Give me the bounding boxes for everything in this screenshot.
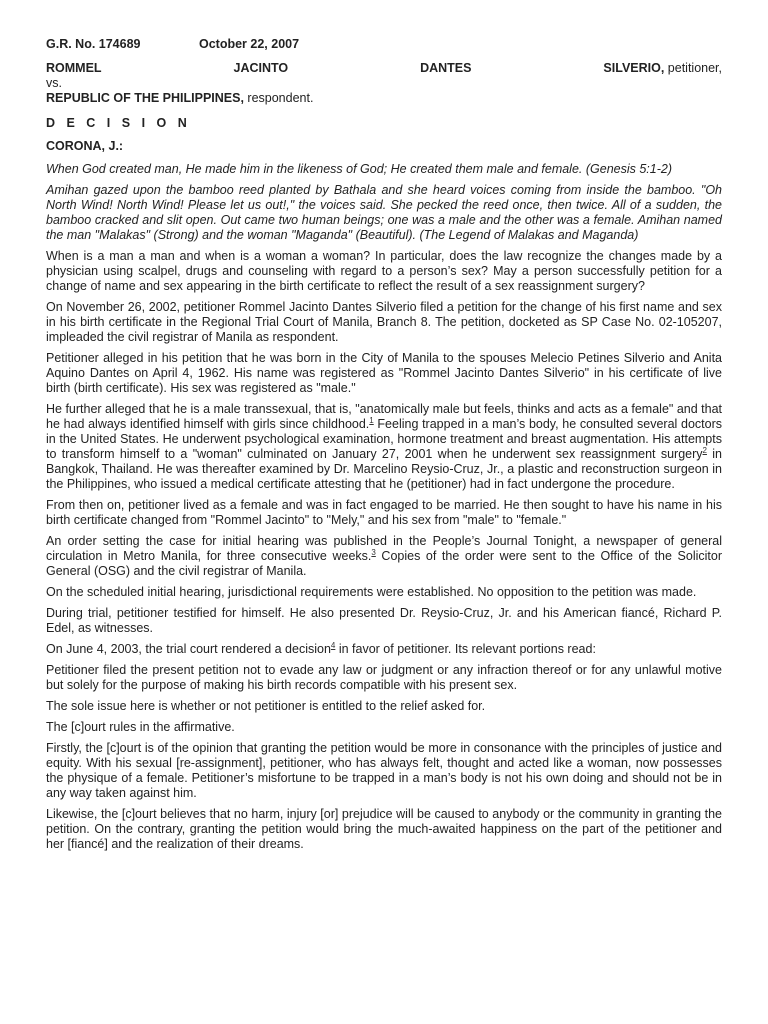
respondent-line bbox=[46, 91, 722, 106]
paragraph-text: Copies of the order were sent to the Office of the Solicitor General (OSG) and the civil registrar of Manila. bbox=[46, 549, 722, 578]
epigraph-legend: Amihan gazed upon the bamboo reed planted by Bathala and she heard voices coming from inside the bamboo. "Oh North Wind! North Wind! Please let us out!," the voices said. She pecked the reed once, then twice. All of a sudden, the bamboo cracked and slit open. Out came two human beings; one was a male and the other was a female. Amihan named the man "Malakas" (Strong) and the woman "Maganda" (Beautiful). (The Legend of Malakas and Maganda) bbox=[46, 183, 722, 242]
ponente: CORONA, J.: bbox=[46, 139, 124, 153]
quoted-paragraph-no-harm: Likewise, the [c]ourt believes that no harm, injury [or] prejudice will be caused to anybody or the community in granting the petition. On the contrary, granting the petition would bring the much-awaited happiness on the part of the petitioner and her [fiancé] and the realization of their dreams. bbox=[46, 807, 722, 851]
quoted-paragraph-justice-equity: Firstly, the [c]ourt is of the opinion that granting the petition would be more in consonance with the principles of justice and equity. With his sexual [re-assignment], petitioner, who has always felt, thought and acted like a woman, now possesses the physique of a female. Petitioner’s misfortune to be trapped in a man’s body is not his own doing and should not be in any way taken against him. bbox=[46, 741, 722, 800]
petitioner-name-part: JACINTO bbox=[233, 61, 289, 75]
paragraph-text: An order setting the case for initial hearing was published in the People’s Journal Tonight, a newspaper of general circulation in Metro Manila, for three consecutive weeks. bbox=[46, 534, 722, 563]
paragraph-text: in favor of petitioner. Its relevant portions read: bbox=[335, 642, 596, 656]
paragraph-publication-order bbox=[46, 534, 722, 579]
petitioner-name-part: ROMMEL bbox=[46, 61, 102, 75]
quoted-paragraph-sole-issue: The sole issue here is whether or not petitioner is entitled to the relief asked for. bbox=[46, 699, 486, 713]
paragraph-text: He further alleged that he is a male transsexual, that is, "anatomically male but feels, thinks and acts as a female" and that he had always identified himself with girls since childhood. bbox=[46, 402, 722, 431]
paragraph-lived-as-female: From then on, petitioner lived as a female and was in fact engaged to be married. He then sought to have his name in his birth certificate changed from "Rommel Jacinto" to "Mely," and his sex from "male" to "female." bbox=[46, 498, 722, 527]
petitioner-line bbox=[46, 61, 722, 76]
paragraph-transsexual-allegation bbox=[46, 402, 722, 492]
petitioner-name-part: SILVERIO, bbox=[603, 61, 665, 75]
case-header bbox=[46, 37, 722, 52]
decision-heading: D E C I S I O N bbox=[46, 116, 191, 130]
respondent-name: REPUBLIC OF THE PHILIPPINES, bbox=[46, 91, 244, 105]
footnote-link-1[interactable]: 1 bbox=[369, 415, 374, 425]
paragraph-trial: During trial, petitioner testified for himself. He also presented Dr. Reysio-Cruz, Jr. and his American fiancé, Richard P. Edel, as witnesses. bbox=[46, 606, 722, 635]
paragraph-initial-hearing: On the scheduled initial hearing, jurisdictional requirements were established. No opposition to the petition was made. bbox=[46, 585, 697, 599]
gr-number: G.R. No. 174689 bbox=[46, 37, 141, 51]
petitioner-name-part: DANTES bbox=[420, 61, 472, 75]
epigraph-genesis: When God created man, He made him in the likeness of God; He created them male and female. (Genesis 5:1-2) bbox=[46, 162, 673, 176]
paragraph-text: On June 4, 2003, the trial court rendered a decision bbox=[46, 642, 331, 656]
paragraph-text: in Bangkok, Thailand. He was thereafter examined by Dr. Marcelino Reysio-Cruz, Jr., a plastic and reconstruction surgeon in the Philippines, who issued a medical certificate attesting that he (petitioner) had in fact undergone the procedure. bbox=[46, 447, 722, 491]
paragraph-birth-details: Petitioner alleged in his petition that he was born in the City of Manila to the spouses Melecio Petines Silverio and Anita Aquino Dantes on April 4, 1962. His name was registered as "Rommel Jacinto Dantes Silverio" in his certificate of live birth (birth certificate). His sex was registered as "male." bbox=[46, 351, 722, 395]
versus-label: vs. bbox=[46, 76, 62, 90]
paragraph-text: Feeling trapped in a man’s body, he consulted several doctors in the United States. He underwent psychological examination, hormone treatment and breast augmentation. His attempts to transform himself to a "woman" culminated on January 27, 2001 when he underwent sex reassignment surgery bbox=[46, 417, 722, 461]
footnote-link-3[interactable]: 3 bbox=[371, 547, 376, 557]
footnote-link-2[interactable]: 2 bbox=[702, 445, 707, 455]
paragraph-petition-filed: On November 26, 2002, petitioner Rommel Jacinto Dantes Silverio filed a petition for the change of his first name and sex in his birth certificate in the Regional Trial Court of Manila, Branch 8. The petition, docketed as SP Case No. 02-105207, impleaded the civil registrar of Manila as respondent. bbox=[46, 300, 722, 344]
footnote-link-4[interactable]: 4 bbox=[330, 640, 336, 650]
quoted-paragraph-motive: Petitioner filed the present petition not to evade any law or judgment or any infraction thereof or for any unlawful motive but solely for the purpose of making his birth records compatible with his present sex. bbox=[46, 663, 722, 692]
decision-date: October 22, 2007 bbox=[199, 37, 300, 51]
respondent-role: respondent. bbox=[243, 91, 314, 105]
paragraph-question: When is a man a man and when is a woman a woman? In particular, does the law recognize the changes made by a physician using scalpel, drugs and counseling with regard to a person’s sex? May a person successfully petition for a change of name and sex appearing in the birth certificate to reflect the result of a sex reassignment surgery? bbox=[46, 249, 722, 293]
petitioner-role: petitioner, bbox=[664, 61, 722, 75]
petitioner-name-with-role bbox=[603, 61, 722, 76]
quoted-paragraph-ruling: The [c]ourt rules in the affirmative. bbox=[46, 720, 235, 734]
paragraph-trial-decision bbox=[46, 642, 722, 657]
